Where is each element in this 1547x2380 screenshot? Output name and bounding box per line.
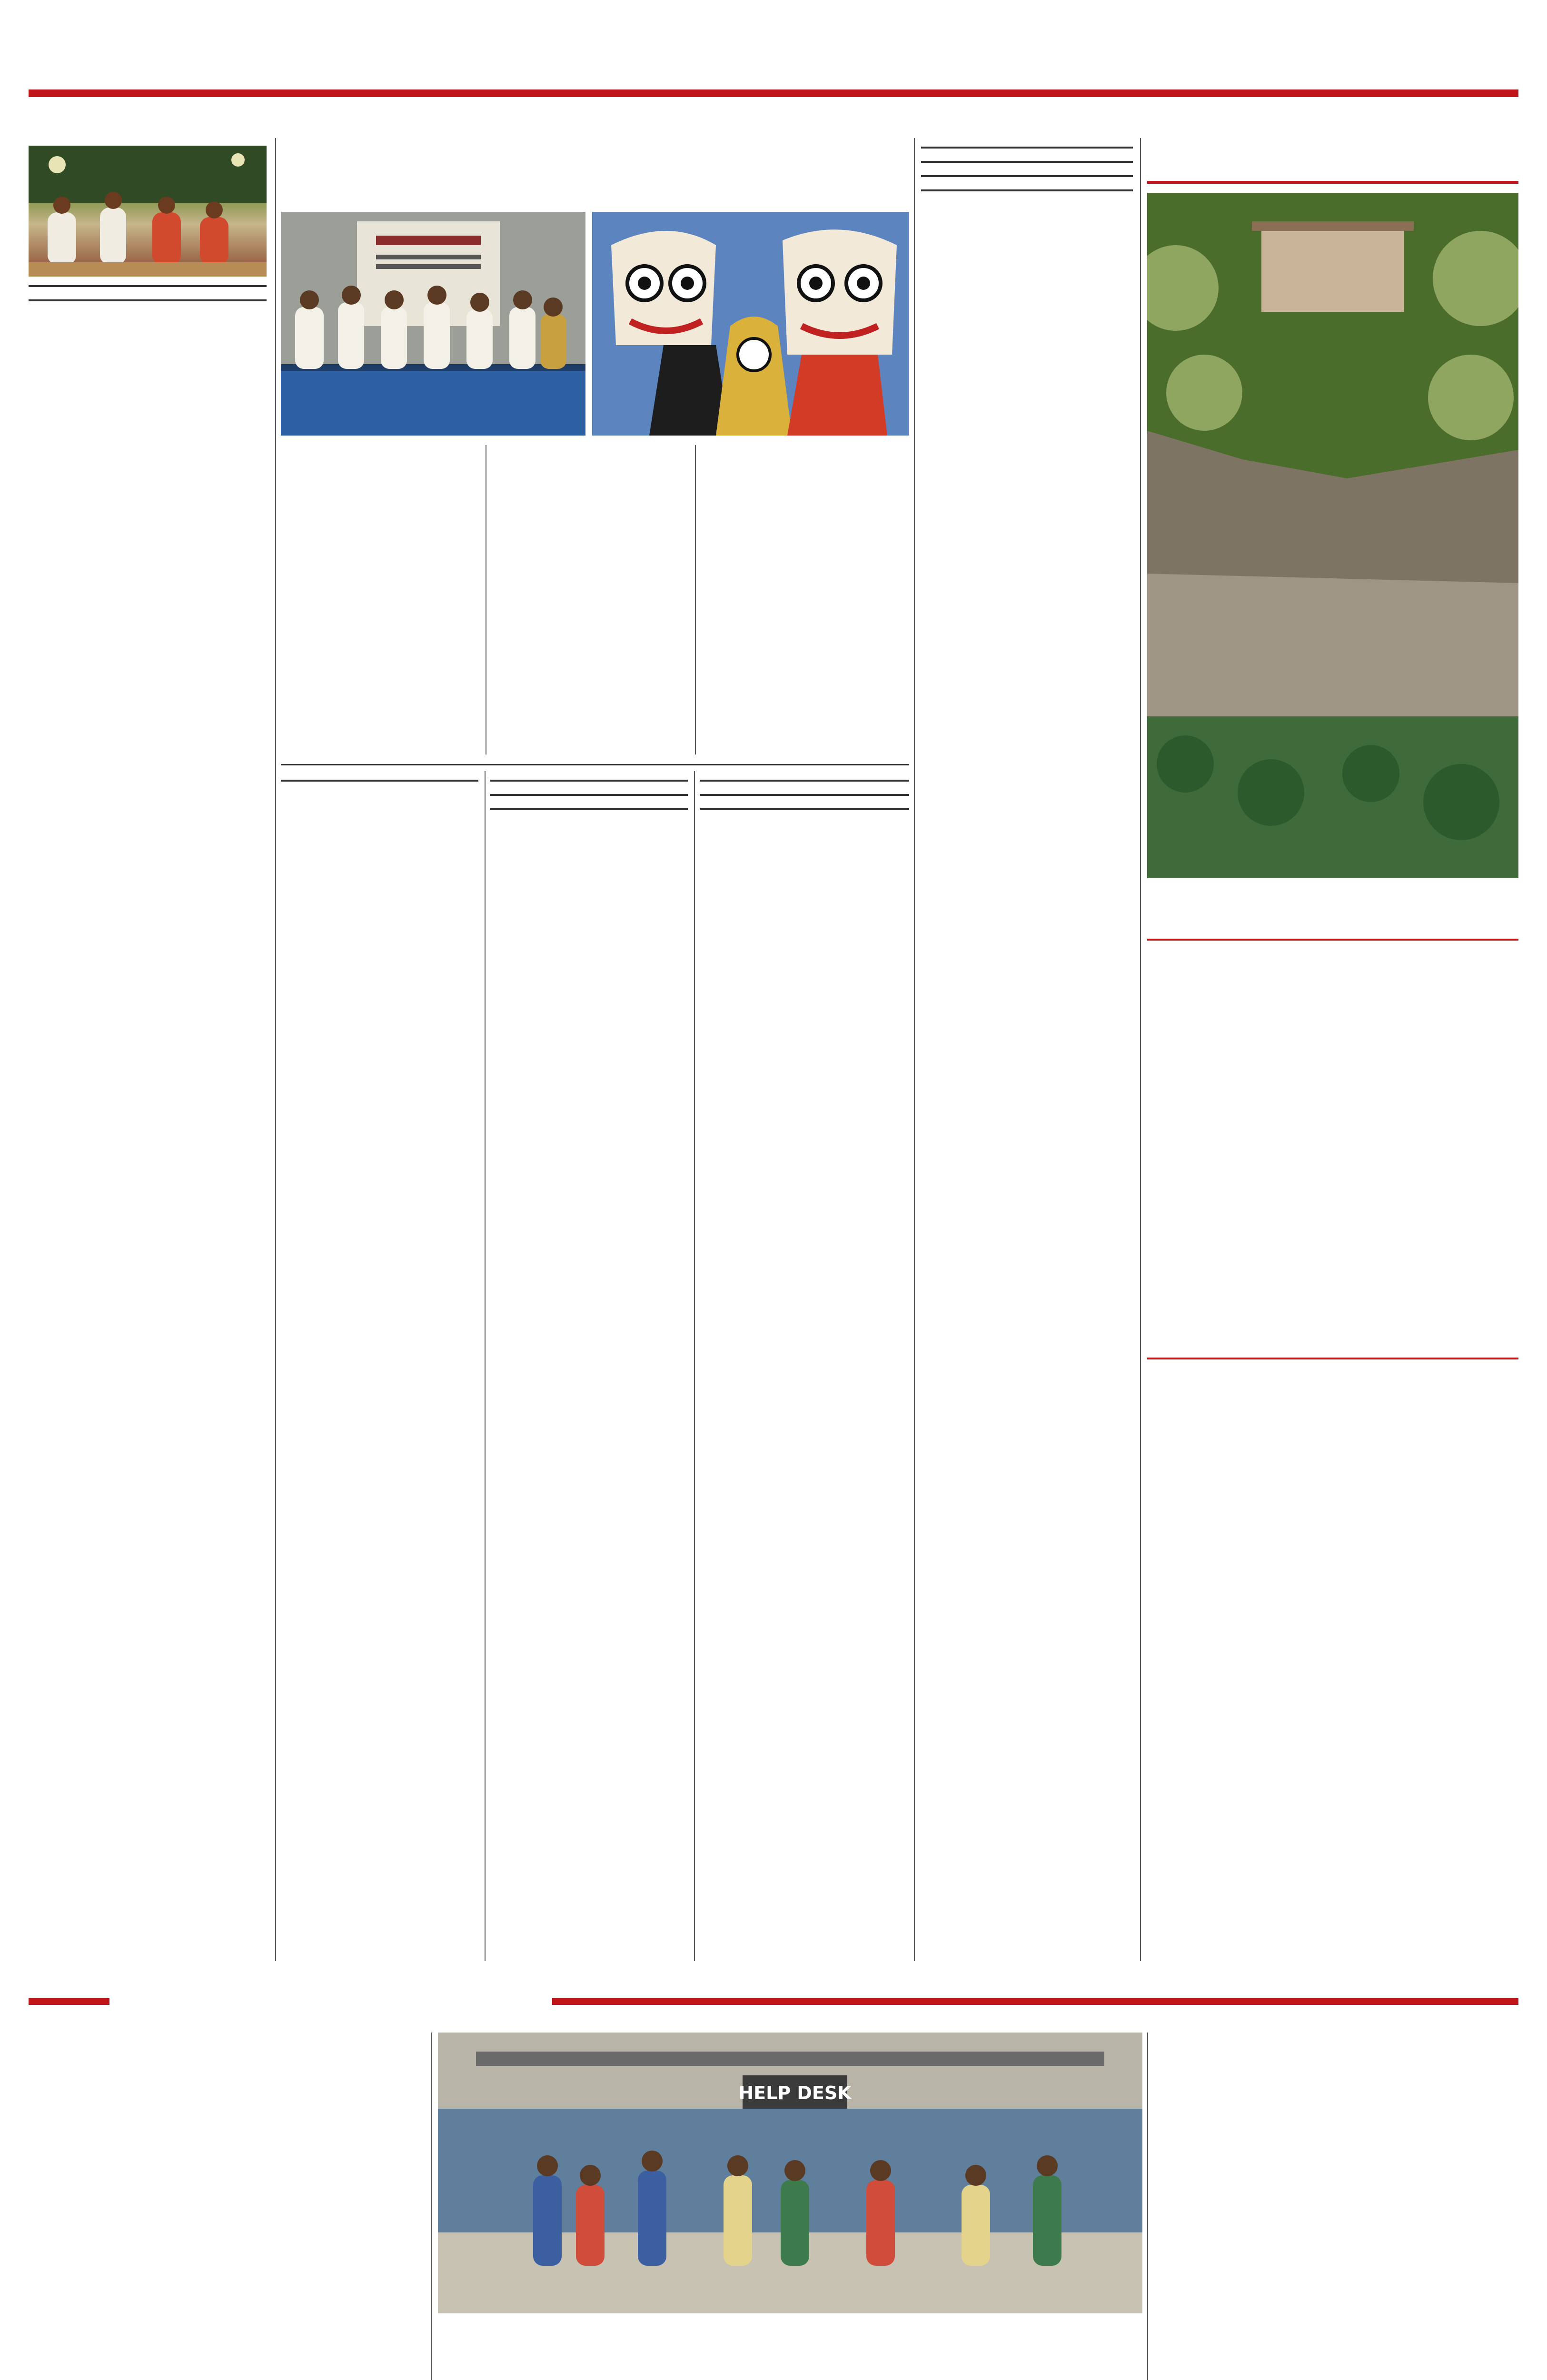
- baul-gathering-illustration: [29, 146, 267, 277]
- heading-narir-obosthan: [281, 780, 478, 785]
- book-launch-illustration: [281, 212, 585, 436]
- mid-column-4: [700, 771, 909, 1961]
- story-left-text-1: [29, 2090, 219, 2242]
- river-dumping-photo: [1147, 193, 1518, 878]
- heading-natyaparbon: [29, 299, 267, 305]
- mid-column-3: [490, 771, 688, 1961]
- mid-divider-4: [1140, 138, 1141, 1961]
- section2-rule-left: [29, 1998, 109, 2005]
- heading-matribhasha: [490, 794, 688, 800]
- heading-sob-peyechhi: [921, 147, 1133, 152]
- heading-sanskritik-sondhya: [700, 808, 909, 814]
- baul-gathering-photo: [29, 146, 267, 277]
- bottom-divider-2: [1147, 2033, 1148, 2380]
- heading-nari-dibos: [921, 161, 1133, 167]
- river-dumping-illustration: [1147, 193, 1518, 878]
- letter-1-text: [1147, 921, 1518, 1206]
- mid-divider-1: [485, 771, 486, 1961]
- story-right-text-1: [1154, 2043, 1330, 2252]
- col-divider: [275, 138, 276, 1961]
- mid-divider-2: [694, 771, 695, 1961]
- book-launch-photo: [281, 212, 585, 436]
- letter-1-heading: [1147, 904, 1518, 909]
- help-desk-sign: HELP DESK: [738, 2082, 852, 2103]
- help-desk-illustration: [438, 2033, 1142, 2313]
- lead-col1: [281, 445, 481, 448]
- heading-lokgane-ujan: [490, 808, 688, 814]
- section2-rule-right: [552, 1998, 1518, 2005]
- lead-col-divider-2: [695, 445, 696, 754]
- letter-1: [1147, 904, 1518, 1208]
- reply-text: [1147, 1339, 1338, 1796]
- letter-1-rule: [1147, 939, 1518, 941]
- story-right-text-2: [1340, 2038, 1518, 2305]
- letters-rule: [1147, 181, 1518, 184]
- reply-rule: [1147, 1358, 1518, 1359]
- jagannath-art-photo: [592, 212, 909, 436]
- left-column: [29, 138, 267, 719]
- header-rule: [29, 89, 1518, 97]
- heading-bhasha-shohid: [700, 780, 909, 785]
- heading-alochona: [29, 138, 267, 142]
- mid-column-5: [921, 138, 1133, 1961]
- heading-natyamela: [921, 175, 1133, 181]
- lead-bottom-rule: [281, 764, 909, 765]
- story-left: [29, 2033, 424, 2380]
- story-right: [1154, 2028, 1518, 2305]
- jagannath-illustration: [592, 212, 909, 436]
- help-desk-photo: [438, 2033, 1142, 2313]
- mid-divider-3: [914, 138, 915, 1961]
- reply: [1147, 1323, 1518, 1796]
- reply-heading: [1147, 1323, 1518, 1328]
- lead-col2: [490, 445, 690, 759]
- bottom-divider-1: [431, 2033, 432, 2380]
- heading-bosonto-utsob: [921, 189, 1133, 195]
- lead-col3: [700, 445, 909, 759]
- heading-kobita-path: [700, 794, 909, 800]
- mid-column-2: [281, 771, 478, 1961]
- heading-kobi-sommelon: [490, 780, 688, 785]
- natyaparbon-text: [29, 305, 267, 719]
- heading-falgun: [29, 285, 267, 291]
